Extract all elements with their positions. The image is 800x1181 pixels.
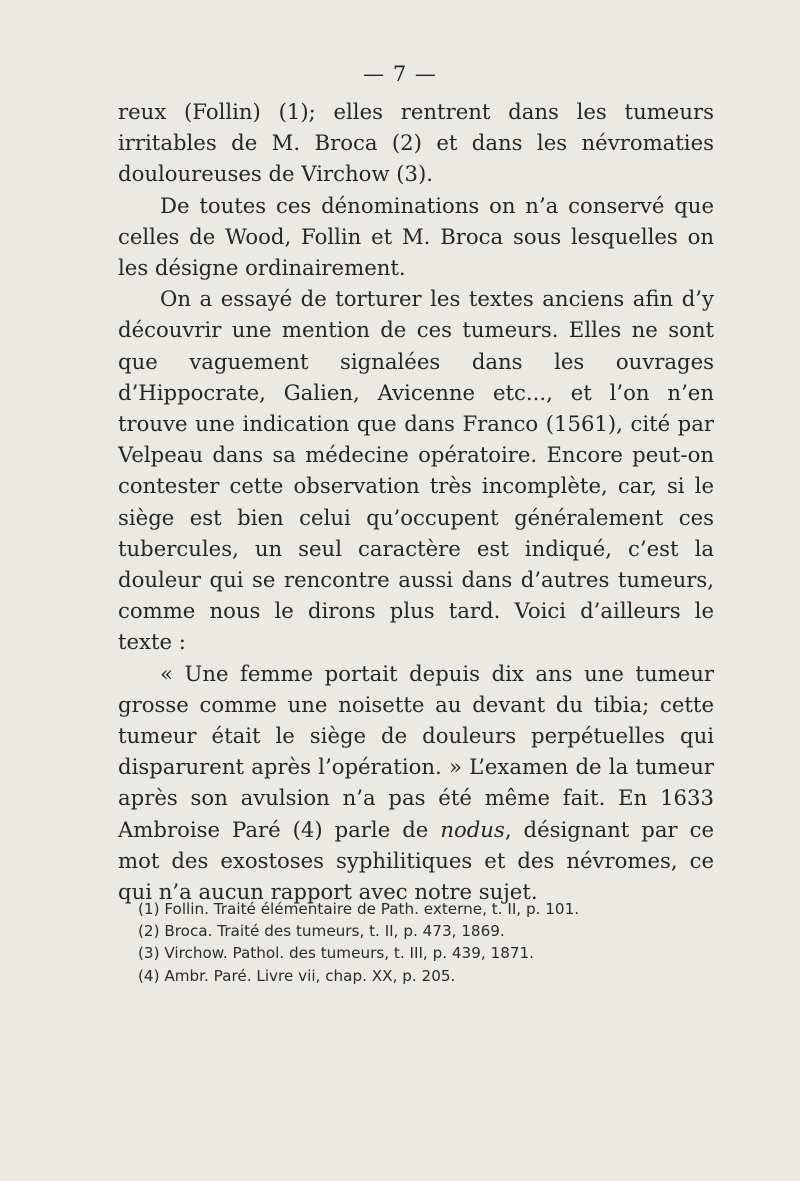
footnote-1: (1) Follin. Traité élémentaire de Path. externe, t. II, p. 101. [138, 900, 580, 918]
italic-term: nodus [440, 816, 505, 842]
footnote-3: (3) Virchow. Pathol. des tumeurs, t. III, p. 439, 1871. [138, 944, 535, 963]
paragraph-continuation: reux (Follin) (1); elles rentrent dans les tumeurs irritables de M. Broca (2) et dans les névromaties douloureuses de Virchow (3). [118, 99, 714, 187]
paragraph-quotation [118, 658, 714, 908]
footnote-4: (4) Ambr. Paré. Livre vii, chap. XX, p. 205. [138, 966, 456, 985]
quotation-conclusion: , désignant par ce mot des exostoses syphilitiques et des névromes, ce qui n’a aucun rapport avec notre sujet. [118, 816, 714, 905]
paragraph-denominations: De toutes ces dénominations on n’a conservé que celles de Wood, Follin et M. Broca sous lesquelles on les désigne ordinairement. [118, 192, 714, 281]
footnotes [138, 898, 728, 987]
body-text [118, 96, 714, 907]
paragraph-ancient-texts: On a essayé de torturer les textes anciens afin d’y découvrir une mention de ces tumeurs. Elles ne sont que vaguement signalées dans les ouvrages d’Hippocrate, Galien, Avicenne etc..., et l’on n’en trouve une indication que dans Franco (1561), cité par Velpeau dans sa médecine opératoire. Encore peut-on contester cette observation très incomplète, car, si le siège est bien celui qu’occupent généralement ces tubercules, un seul caractère est indiqué, c’est la douleur qui se rencontre aussi dans d’autres tumeurs, comme nous le dirons plus tard. Voici d’ailleurs le texte : [118, 286, 714, 655]
footnote-2: (2) Broca. Traité des tumeurs, t. II, p. 473, 1869. [138, 922, 505, 941]
quotation-text: « Une femme portait depuis dix ans une tumeur grosse comme une noisette au devant du tibia; cette tumeur était le siège de douleurs perpétuelles qui disparurent après l’opération. » L’examen de la tumeur après son avulsion n’a pas été même fait. En 1633 Ambroise Paré (4) parle de [118, 660, 714, 842]
page-number: — 7 — [363, 62, 437, 86]
